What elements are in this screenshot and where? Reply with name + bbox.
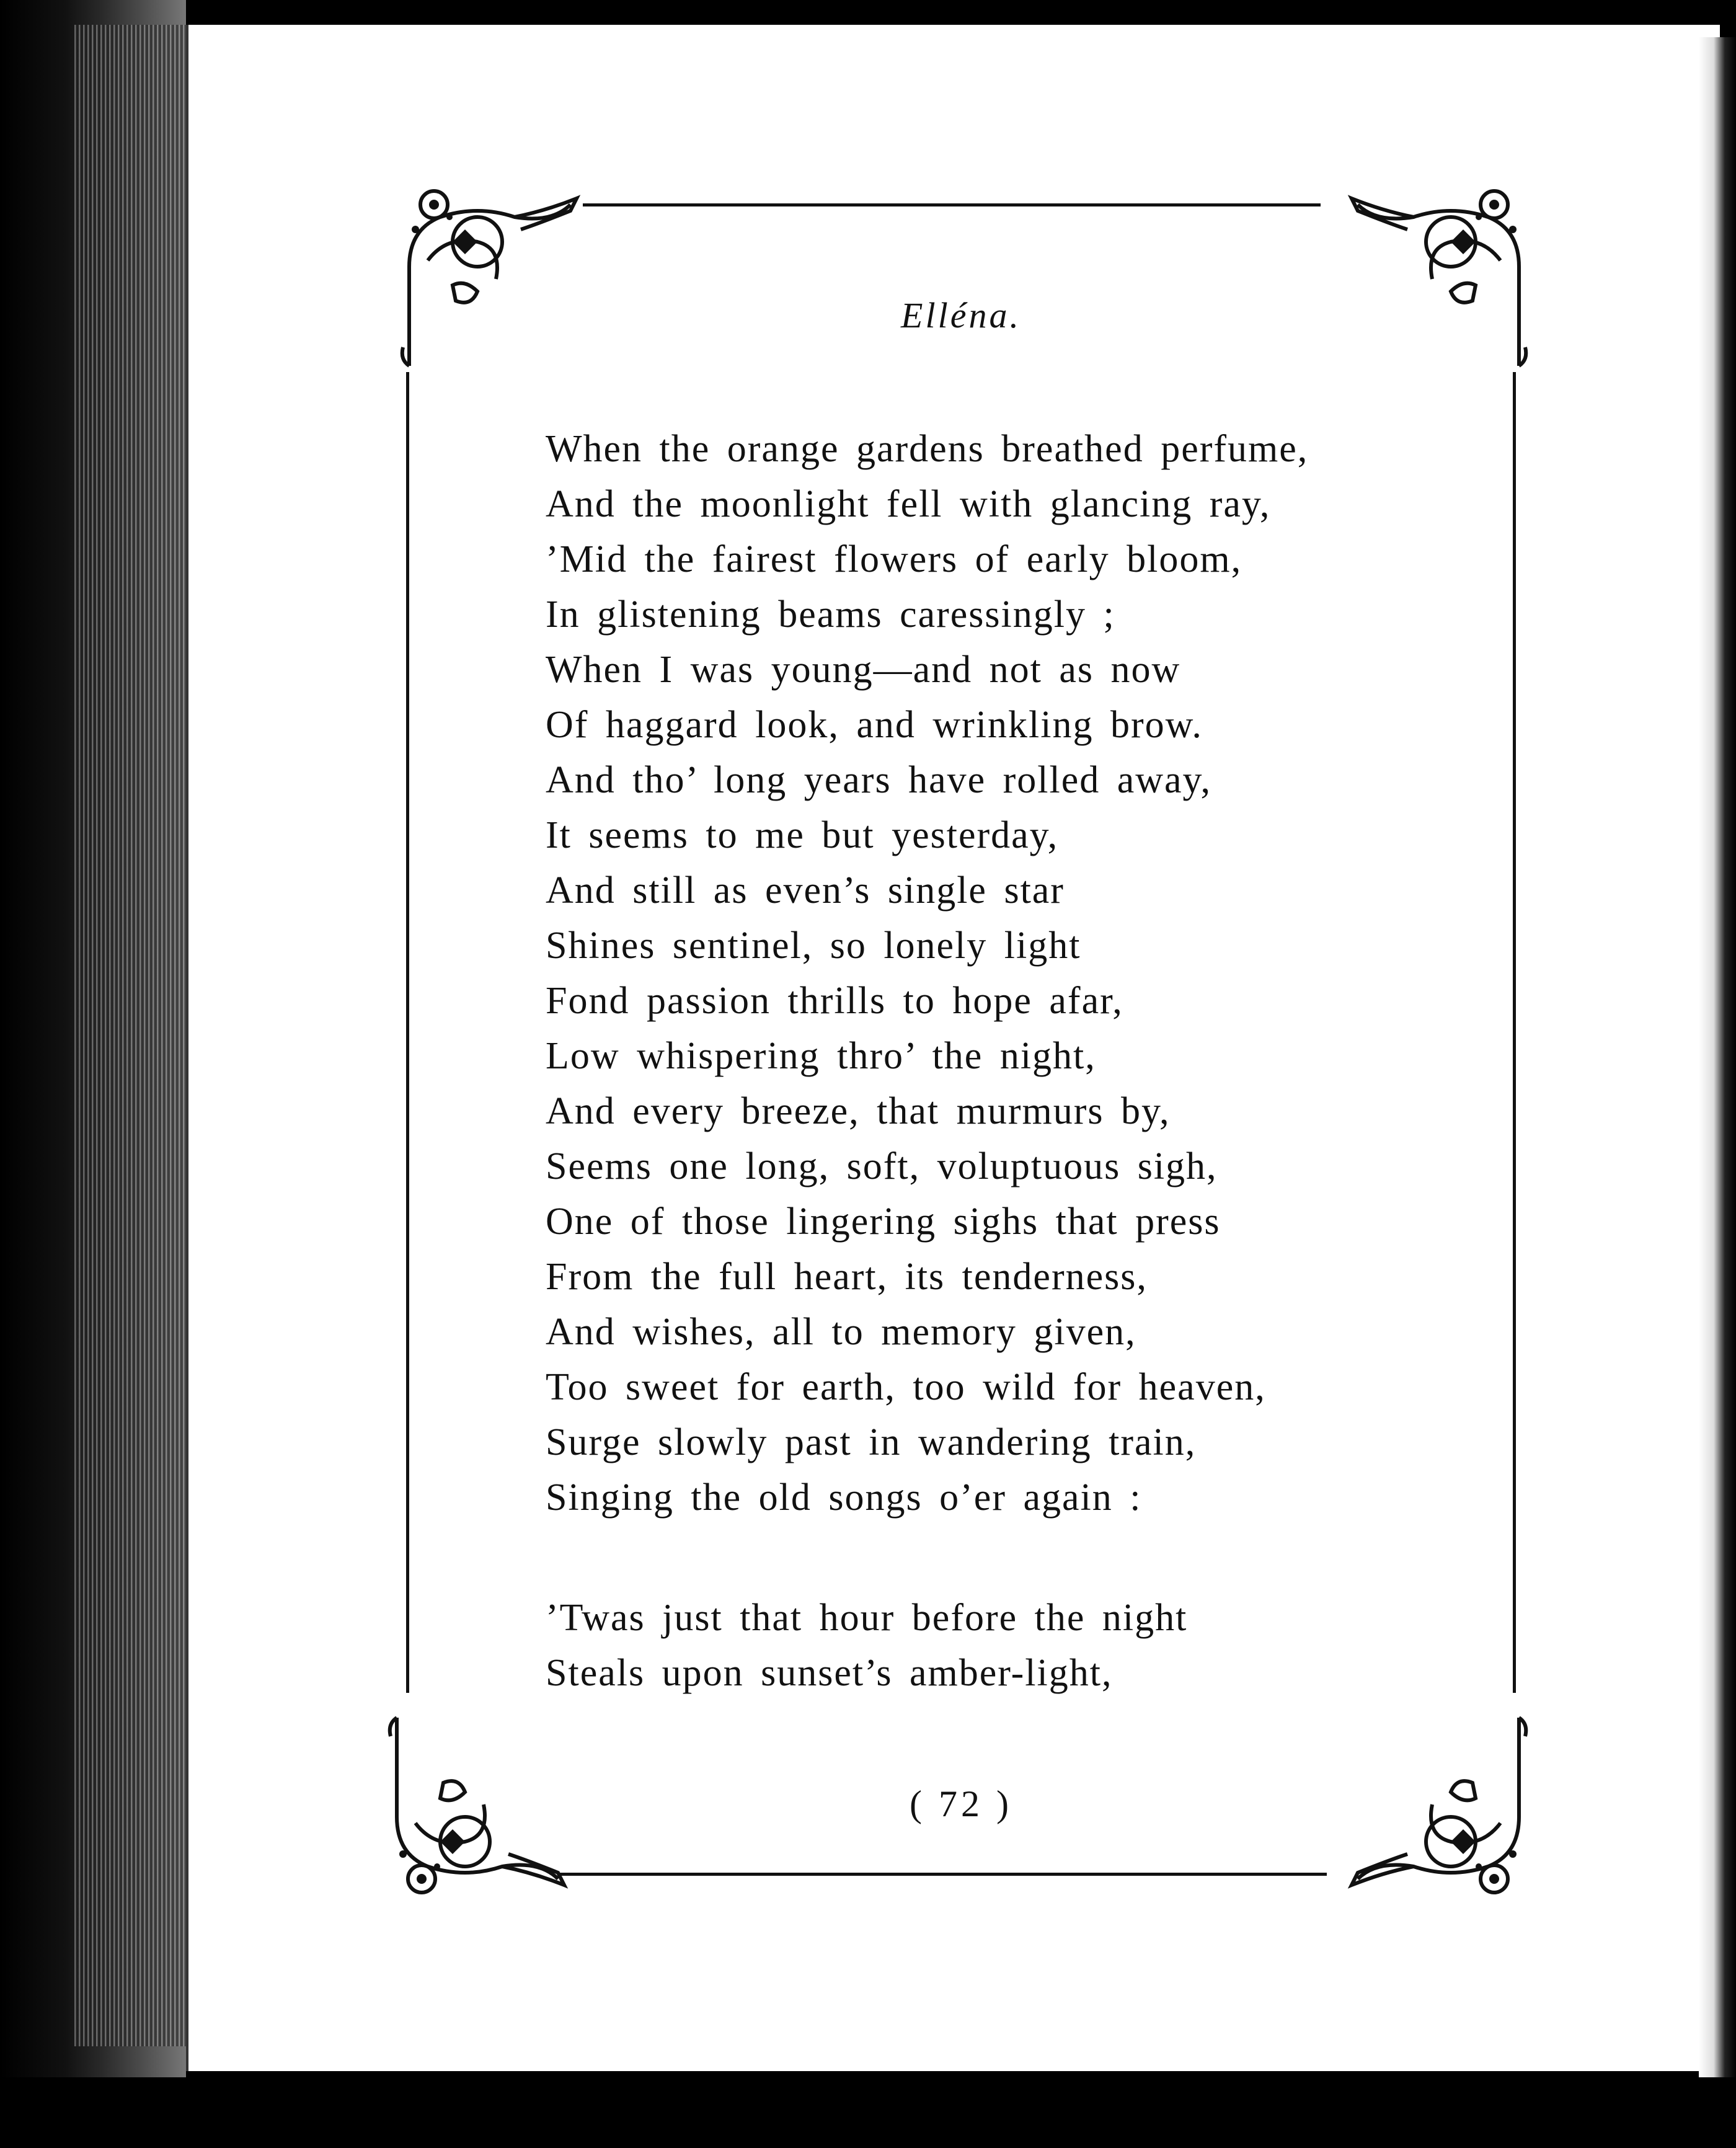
stanza-break bbox=[546, 1525, 1364, 1591]
scan-bottom-border bbox=[0, 2077, 1736, 2148]
poem-line: Steals upon sunset’s amber-light, bbox=[546, 1652, 1113, 1694]
poem-line: And every breeze, that murmurs by, bbox=[546, 1090, 1171, 1132]
frame-right-line bbox=[1513, 372, 1516, 1693]
poem-line: And wishes, all to memory given, bbox=[546, 1311, 1136, 1353]
poem-line: When the orange gardens breathed perfume, bbox=[546, 428, 1309, 470]
frame-top-line bbox=[583, 203, 1321, 206]
poem-line: It seems to me but yesterday, bbox=[546, 814, 1059, 856]
poem-line: Surge slowly past in wandering train, bbox=[546, 1421, 1197, 1463]
poem-line: ’Twas just that hour before the night bbox=[546, 1597, 1188, 1639]
frame-left-line bbox=[406, 372, 409, 1693]
poem-line: Shines sentinel, so lonely light bbox=[546, 925, 1081, 967]
corner-ornament-bottom-left-icon bbox=[378, 1705, 583, 1904]
poem-line: Low whispering thro’ the night, bbox=[546, 1035, 1096, 1077]
page-stack-edges bbox=[74, 25, 186, 2046]
poem-line: When I was young—and not as now bbox=[546, 649, 1181, 691]
poem-line: And still as even’s single star bbox=[546, 869, 1065, 912]
corner-ornament-bottom-right-icon bbox=[1333, 1705, 1538, 1904]
poem-body bbox=[546, 422, 1364, 1701]
page-number: ( 72 ) bbox=[910, 1783, 1012, 1824]
poem-line: In glistening beams caressingly ; bbox=[546, 593, 1115, 636]
poem-line: And tho’ long years have rolled away, bbox=[546, 759, 1212, 801]
poem-line: One of those lingering sighs that press bbox=[546, 1200, 1221, 1243]
poem-line: And the moonlight fell with glancing ray, bbox=[546, 483, 1271, 525]
poem-line: Fond passion thrills to hope afar, bbox=[546, 980, 1123, 1022]
corner-ornament-top-left-icon bbox=[391, 180, 595, 378]
poem-line: From the full heart, its tenderness, bbox=[546, 1256, 1148, 1298]
poem-line: Of haggard look, and wrinkling brow. bbox=[546, 704, 1203, 746]
frame-bottom-line bbox=[558, 1873, 1327, 1876]
poem-title: Elléna. bbox=[901, 295, 1021, 335]
poem-line: ’Mid the fairest flowers of early bloom, bbox=[546, 538, 1242, 580]
poem-line: Seems one long, soft, voluptuous sigh, bbox=[546, 1145, 1218, 1187]
corner-ornament-top-right-icon bbox=[1333, 180, 1538, 378]
poem-line: Singing the old songs o’er again : bbox=[546, 1476, 1142, 1519]
right-page-edge bbox=[1699, 37, 1736, 2084]
poem-line: Too sweet for earth, too wild for heaven, bbox=[546, 1366, 1266, 1408]
